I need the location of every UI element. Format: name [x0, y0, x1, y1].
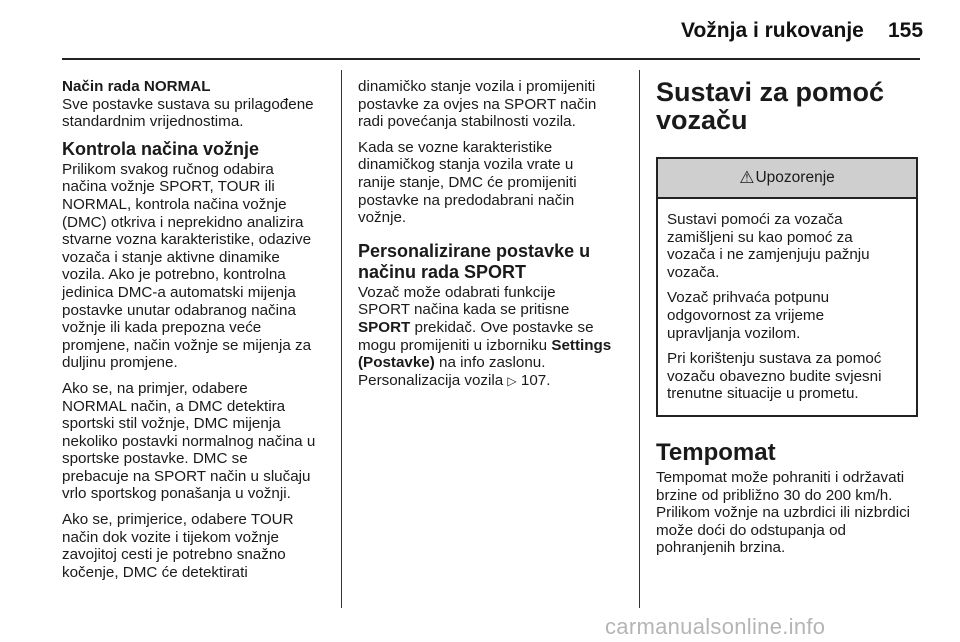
heading-line: vozaču — [656, 105, 748, 135]
example-paragraph-1 — [62, 380, 332, 503]
warning-title: Upozorenje — [755, 169, 835, 187]
settings-menu-label: Settings — [551, 336, 612, 354]
restore-paragraph — [358, 139, 626, 227]
text-line: Tempomat može pohraniti i održavati — [656, 468, 905, 486]
text-line: vozaču obavezno budite svjesni — [667, 367, 882, 385]
text-line: Sve postavke sustava su prilagođene — [62, 95, 314, 113]
column-divider-2 — [639, 70, 640, 608]
text-line: vožnje. — [358, 209, 407, 227]
text-line: Sustavi pomoći za vozača — [667, 211, 843, 228]
text-line: dinamičko stanje vozila i promijeniti — [358, 78, 596, 95]
driver-assistance-heading — [656, 78, 922, 134]
page-header-title: Vožnja i rukovanje — [681, 19, 864, 42]
text-line: vrlo sportskog ponašanja u vožnji. — [62, 485, 291, 503]
control-heading: Kontrola načina vožnje — [62, 138, 260, 159]
text-line: postavke unutar odabranog načina — [62, 301, 296, 319]
warning-header — [658, 159, 916, 199]
column-1 — [62, 78, 332, 589]
text-line: Ako se, na primjer, odabere — [62, 379, 248, 397]
tempomat-paragraph — [656, 469, 922, 557]
text-line — [358, 354, 626, 372]
text-line: prebacuje na SPORT način u slučaju — [62, 467, 311, 485]
text-fragment: prekidač. Ove postavke se — [410, 318, 594, 336]
text-line: postavke na predodabrani način — [358, 191, 575, 209]
text-line — [358, 372, 626, 391]
warning-paragraph — [667, 350, 907, 403]
text-line: trenutne situacije u prometu. — [667, 385, 859, 403]
text-line: sportske postavke. DMC se — [62, 450, 248, 468]
text-line: promjene, način vožnje se mijenja za — [62, 336, 312, 354]
text-line: vozila. Ako je potrebno, kontrolna — [62, 266, 286, 284]
text-line: Kada se vozne karakteristike — [358, 138, 553, 156]
text-fragment: na info zaslonu. — [434, 354, 546, 372]
control-paragraph — [62, 161, 332, 372]
warning-paragraph — [667, 211, 907, 281]
text-line: jedinica DMC-a automatski mijenja — [62, 283, 296, 301]
page-reference: 107. — [516, 371, 551, 389]
text-line: vozača i stanje aktivne dinamike — [62, 248, 280, 266]
text-line: SPORT načina kada se pritisne — [358, 301, 570, 319]
text-line: Vozač može odabrati funkcije — [358, 283, 556, 301]
page-reference-arrow-icon: ▷ — [507, 373, 517, 388]
text-line: NORMAL način, a DMC detektira — [62, 397, 286, 415]
settings-menu-label-translation: (Postavke) — [358, 354, 435, 372]
column-3 — [656, 78, 922, 565]
page-number: 155 — [888, 19, 924, 42]
text-line: sportski stil vožnje, DMC mijenja — [62, 415, 281, 433]
column-divider-1 — [341, 70, 342, 608]
text-line: (DMC) otkriva i neprekidno analizira — [62, 213, 304, 231]
tempomat-heading: Tempomat — [656, 438, 776, 466]
text-line: dinamičkog stanja vozila vrate u — [358, 156, 574, 174]
text-fragment: mogu promijeniti u izborniku — [358, 336, 552, 354]
text-line: vozača. — [667, 263, 720, 281]
watermark: carmanualsonline.info — [605, 614, 826, 639]
text-line: Vozač prihvaća potpunu — [667, 289, 830, 307]
text-line: odgovornost za vrijeme — [667, 306, 825, 324]
text-line: način dok vozite i tijekom vožnje — [62, 528, 279, 546]
text-line: načina vožnje SPORT, TOUR ili — [62, 178, 275, 196]
text-line: standardnim vrijednostima. — [62, 113, 244, 131]
text-line: nekoliko postavki normalnog načina u — [62, 432, 316, 450]
normal-mode-heading: Način rada NORMAL — [62, 78, 211, 95]
personalized-settings-heading — [358, 241, 626, 283]
text-line: pohranjenih brzina. — [656, 539, 786, 557]
example-paragraph-2 — [62, 511, 332, 581]
column-2 — [358, 78, 626, 398]
text-line: Prilikom vožnje na uzbrdici ili nizbrdici — [656, 504, 911, 522]
warning-paragraph — [667, 289, 907, 342]
text-line: radi povećanja stabilnosti vozila. — [358, 113, 576, 131]
text-line: kočenje, DMC će detektirati — [62, 563, 248, 581]
text-fragment: Personalizacija vozila — [358, 371, 508, 389]
text-line: zamišljeni su kao pomoć za — [667, 228, 853, 246]
text-line: zavojitoj cesti je potrebno snažno — [62, 546, 286, 564]
heading-line: Sustavi za pomoć — [656, 77, 885, 107]
warning-body — [658, 199, 916, 415]
text-line — [358, 319, 626, 337]
heading-line: načinu rada SPORT — [358, 261, 527, 282]
text-line: stvarne vozna karakteristike, odazive — [62, 231, 312, 249]
warning-triangle-icon: ⚠ — [739, 168, 755, 188]
continuation-paragraph — [358, 78, 626, 131]
heading-line: Personalizirane postavke u — [358, 240, 591, 261]
text-line: NORMAL, kontrola načina vožnje — [62, 195, 287, 213]
text-line: ranije stanje, DMC će promijeniti — [358, 173, 577, 191]
normal-mode-section — [62, 78, 332, 131]
text-line: Prilikom svakog ručnog odabira — [62, 160, 274, 178]
text-line: vozača i ne zamjenjuju pažnju — [667, 246, 870, 264]
sport-button-label: SPORT — [358, 318, 411, 336]
text-line: postavke za ovjes na SPORT način — [358, 95, 597, 113]
text-line: brzine od približno 30 do 200 km/h. — [656, 486, 893, 504]
header-rule — [62, 58, 920, 60]
text-line: upravljanja vozilom. — [667, 324, 801, 342]
text-line: može doći do odstupanja od — [656, 521, 846, 539]
text-line: Ako se, primjerice, odabere TOUR — [62, 511, 294, 529]
text-line: vožnje ili kada prepozna veće — [62, 319, 262, 337]
text-line: Pri korištenju sustava za pomoć — [667, 350, 882, 368]
personalized-paragraph — [358, 284, 626, 391]
text-line: duljinu promjene. — [62, 354, 178, 372]
text-line — [358, 337, 626, 355]
warning-box — [656, 157, 918, 417]
